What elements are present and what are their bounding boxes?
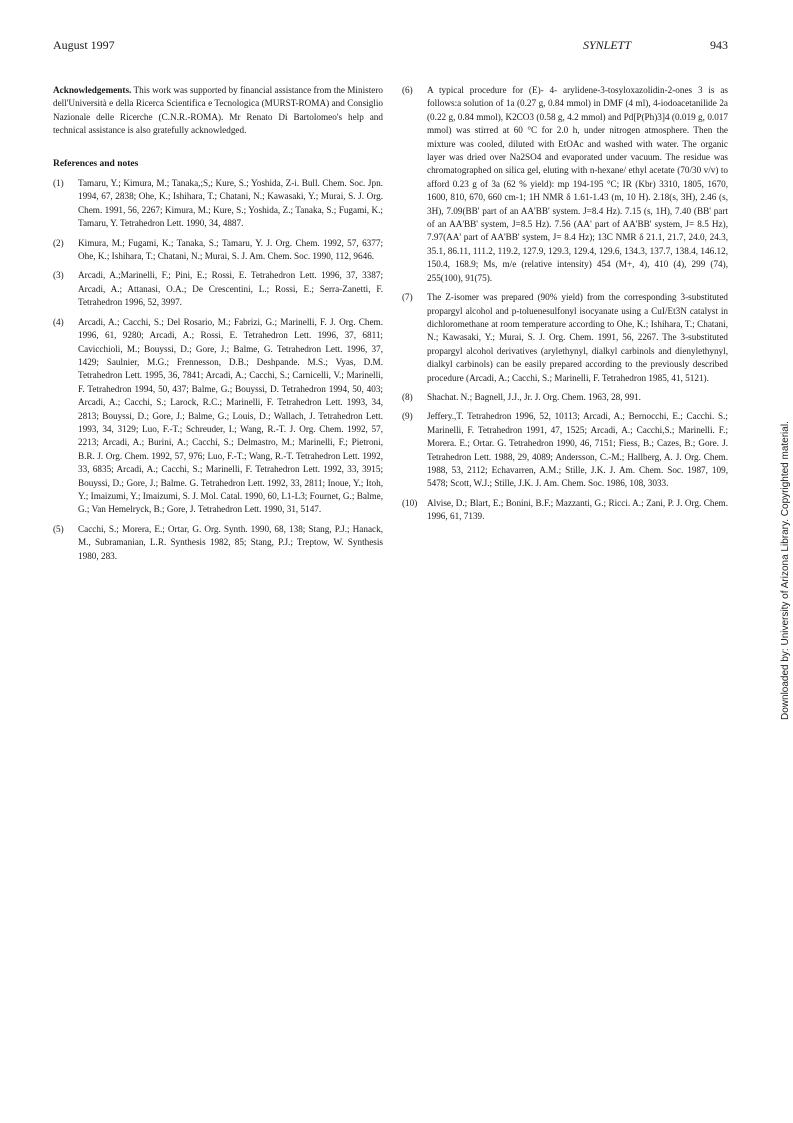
reference-item <box>53 523 383 563</box>
reference-number: (7) <box>402 292 413 303</box>
acknowledgements-text: This work was supported by financial assistance from the Ministero dell'Università e della Ricerca Scientifica e Tecnologica (MURST-ROMA) and Consiglio Nazionale delle Ricerche (C.N.R.-ROMA). Mr Renato Di Bartolomeo's help and technical assistance is also gratefully acknowledged. <box>53 85 383 136</box>
issue-date: August 1997 <box>53 38 115 52</box>
reference-text: Alvise, D.; Blart, E.; Bonini, B.F.; Mazzanti, G.; Ricci. A.; Zani, P. J. Org. Chem. 1996, 61, 7139. <box>427 497 728 522</box>
reference-number: (1) <box>53 178 64 189</box>
reference-number: (2) <box>53 237 64 248</box>
acknowledgements-label: Acknowledgements. <box>53 85 132 95</box>
reference-text: Kimura, M.; Fugami, K.; Tanaka, S.; Tamaru, Y. J. Org. Chem. 1992, 57, 6377; Ohe, K.; Ishihara, T.; Chatani, N.; Murai, S. J. Am. Chem. Soc. 1990, 112, 9646. <box>78 237 383 262</box>
reference-text: Arcadi, A.;Marinelli, F.; Pini, E.; Rossi, E. Tetrahedron Lett. 1996, 37, 3387; Arcadi, A.; Attanasi, O.A.; De Crescentini, L.; Rossi, E.; Serra-Zanetti, F. Tetrahedron 1996, 52, 3997. <box>78 270 383 308</box>
reference-item <box>402 410 728 490</box>
reference-number: (8) <box>402 391 413 402</box>
reference-text: The Z-isomer was prepared (90% yield) from the corresponding 3-substituted propargyl alcohol and p-toluenesulfonyl isocyanate using a CuI/Et3N catalyst in dichloromethane at room temperature according to Ohe, K.; Ishihara, T.; Chatani, N.; Kawasaki, Y.; Murai, S. J. Org. Chem. 1991, 56, 2267. The 3-substituted propargyl alcohol derivatives (arylethynyl, dialkyl carbinols and dienylethynyl, dialkyl carbinols) can be easily prepared according to the previously described procedure (Arcadi, A.; Cacchi, S.; Marinelli, F. Tetrahedron 1985, 41, 5121). <box>427 292 728 383</box>
journal-name: SYNLETT <box>583 38 632 52</box>
references-heading: References and notes <box>53 158 139 169</box>
reference-item <box>53 177 383 231</box>
reference-item <box>53 269 383 309</box>
reference-text: Arcadi, A.; Cacchi, S.; Del Rosario, M.; Fabrizi, G.; Marinelli, F. J. Org. Chem. 1996, 61, 9280; Arcadi, A.; Rossi, E. Tetrahedron Lett. 1996, 37, 6811; Cavicchioli, M.; Bouyssi, D.; Gore, J.; Balme, G. Tetrahedron Lett. 1996, 37, 1429; Saulnier, M.G.; Frennesson, D.B.; Deshpande. M.S.; Vyas, D.M. Tetrahedron Lett. 1995, 36, 7841; Arcadi, A.; Cacchi, S.; Carnicelli, V.; Marinelli, F. Tetrahedron 1994, 50, 437; Balme, G.; Bouyssi, D. Tetrahedron 1994, 50, 403; Arcadi, A.; Cacchi, S.; Larock, R.C.; Marinelli, F. Tetrahedron Lett. 1993, 34, 2813; Bouyssi, D.; Gore, J.; Balme, G.; Louis, D.; Wallach, J. Tetrahedron Lett. 1993, 34, 3129; Luo, F.-T.; Schreuder, I.; Wang, R.-T. J. Org. Chem. 1992, 57, 2213; Arcadi, A.; Burini, A.; Cacchi, S.; Delmastro, M.; Marinelli, F.; Pietroni, B.R. J. Org. Chem. 1992, 57, 976; Luo, F.-T.; Wang, R.-T. Tetrahedron Lett. 1992, 33, 6835; Arcadi, A.; Cacchi, S.; Marinelli, F. Tetrahedron Lett. 1992, 33, 3915; Bouyssi, D.; Gore, J.; Balme. G. Tetrahedron Lett. 1992, 33, 2811; Inoue, Y.; Itoh, Y.; Imaizumi, Y.; Imaizumi, S. J. Mol. Catal. 1990, 60, L1-L3; Fournet, G.; Balme, G.; Van Hemelryck, B.; Gore, J. Tetrahedron Lett. 1990, 31, 5147. <box>78 316 383 515</box>
reference-number: (10) <box>402 497 418 508</box>
reference-text: Jeffery.,T. Tetrahedron 1996, 52, 10113; Arcadi, A.; Bernocchi, E.; Cacchi. S.; Marinelli, F. Tetrahedron 1991, 47, 1525; Arcadi, A.; Cacchi,S.; Marinelli. F.; Morera. E.; Ortar. G. Tetrahedron 1990, 46, 7151; Fiess, B.; Cazes, B.; Gore. J. Tetrahedron Lett. 1988, 29, 4089; Andersson, C.-M.; Hallberg, A. J. Org. Chem. 1988, 53, 2112; Echavarren, A.M.; Stille, J.K. J. Am. Chem. Soc. 1987, 109, 5478; Scott, W.J.; Stille, J.K. J. Am. Chem. Soc. 1986, 108, 3033. <box>427 411 728 489</box>
download-watermark: Downloaded by: University of Arizona Library. Copyrighted material. <box>780 421 791 720</box>
reference-number: (5) <box>53 523 64 534</box>
reference-text: Tamaru, Y.; Kimura, M.; Tanaka,;S,; Kure, S.; Yoshida, Z-i. Bull. Chem. Soc. Jpn. 1994, 67, 2838; Ohe, K.; Ishihara, T.; Chatani, N.; Kawasaki, Y.; Murai, S. J. Org. Chem. 1991, 56, 2267; Kimura, M.; Kure, S.; Yoshida, Z.; Tanaka, S.; Fugami, K.; Tamaru, Y. Tetrahedron Lett. 1990, 34, 4887. <box>78 178 383 229</box>
page-number: 943 <box>710 38 728 52</box>
left-column <box>53 84 383 569</box>
reference-number: (3) <box>53 270 64 281</box>
right-column <box>402 84 728 530</box>
reference-text: Cacchi, S.; Morera, E.; Ortar, G. Org. Synth. 1990, 68, 138; Stang, P.J.; Hanack, M., Subramanian, L.R. Synthesis 1982, 85; Stang, P.J.; Treptow, W. Synthesis 1980, 283. <box>78 523 383 561</box>
reference-text: Shachat. N.; Bagnell, J.J., Jr. J. Org. Chem. 1963, 28, 991. <box>427 391 641 402</box>
reference-item <box>53 237 383 264</box>
reference-item <box>402 497 728 524</box>
reference-number: (4) <box>53 316 64 327</box>
reference-number: (6) <box>402 85 413 95</box>
acknowledgements <box>53 84 383 138</box>
reference-number: (9) <box>402 411 413 422</box>
reference-text: A typical procedure for (E)- 4- arylidene-3-tosyloxazolidin-2-ones 3 is as follows:a solution of 1a (0.27 g, 0.84 mmol) in DMF (4 ml), 4-iodoacetanilide 2a (0.22 g, 0.84 mmol), K2CO3 (0.58 g, 4.2 mmol) and Pd[P(Ph)3]4 (0.019 g, 0.017 mmol) was stirred at 60 °C for 2.0 h, under nitrogen atmosphere. Then the mixture was cooled, diluted with EtOAc and washed with water. The organic layer was dried over Na2SO4 and evaporated under vacuum. The residue was chromatographed on silica gel, eluting with n-hexane/ ethyl acetate (70/30 v/v) to afford 0.23 g of 3a (62 % yield): mp 194-195 °C; IR (Kbr) 3310, 1805, 1670, 1600, 810, 670, 660 cm-1; 1H NMR δ 1.61-1.43 (m, 10 H). 2.18(s, 3H), 2.46 (s, 3H), 7.09(BB' part of an AA'BB' system. J=8.4 Hz). 7.15 (s, 1H), 7.40 (BB' part of an AA'BB' system, J=8.5 Hz). 7.56 (AA' part of AA'BB' system, J= 8.5 Hz), 7.97(AA' part of AA'BB' system, J= 8.4 Hz); 13C NMR δ 21.1, 21.7, 24.0, 24.3, 35.1, 86.11, 111.2, 119.2, 127.9, 129.3, 129.4, 129.6, 134.3, 137.7, 138.4, 146.12, 150.4, 168.9; Ms, m/e (relative intensity) 454 (M+, 4), 410 (4), 299 (74), 255(100), 91(75). <box>427 85 728 283</box>
reference-item <box>53 316 383 517</box>
reference-item <box>402 391 728 404</box>
reference-item <box>402 291 728 385</box>
page-header <box>53 38 728 54</box>
reference-item <box>402 84 728 285</box>
